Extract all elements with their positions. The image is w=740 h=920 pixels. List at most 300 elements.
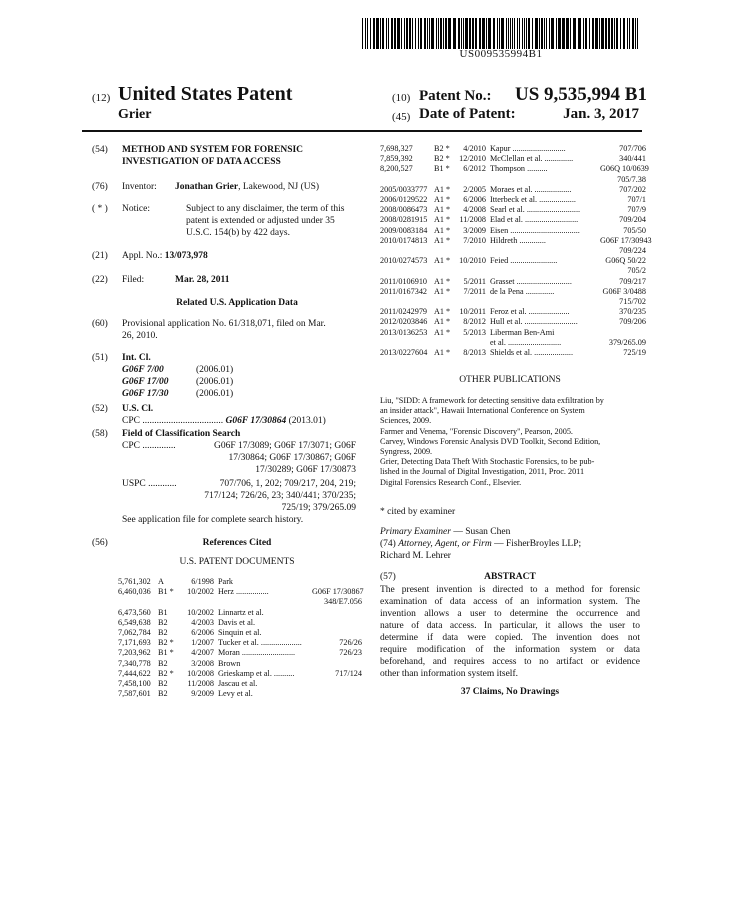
ref-date: 10/2008 [187, 668, 214, 678]
pub-line: Sciences, 2009. [380, 416, 432, 426]
ref-name: Herz ................ [218, 587, 269, 597]
ref-date: 8/2013 [463, 348, 486, 358]
document-type: United States Patent [118, 83, 293, 105]
pub-line: Digital Forensics Research Conf., Elsevier. [380, 477, 522, 487]
ref-class: G06Q 10/0639 [600, 164, 649, 174]
pub-line: Farmer and Venema, "Forensic Discovery", Pearson, 2005. [380, 426, 573, 436]
code-21: (21) [92, 251, 108, 261]
notice-line: patent is extended or adjusted under 35 [186, 216, 335, 226]
barcode [362, 18, 640, 49]
barcode-bar [608, 18, 610, 49]
barcode-bar [605, 18, 607, 49]
barcode-bar [429, 18, 430, 49]
ref-number: 7,458,100 [118, 679, 151, 689]
ref-date: 6/1998 [191, 577, 214, 586]
ref-number: 2011/0242979 [380, 307, 428, 317]
see-application: See application file for complete search history. [122, 515, 304, 525]
ref-name: Davis et al. [218, 617, 256, 627]
barcode-bar [497, 18, 498, 49]
search-uspc-label-text: USPC [122, 479, 146, 489]
inventor [175, 181, 319, 193]
code-52: (52) [92, 404, 108, 414]
barcode-bar [472, 18, 474, 49]
ref-kind: B1 * [434, 164, 450, 174]
reference-row [380, 317, 646, 327]
ref-kind: B2 [158, 628, 168, 638]
barcode-bar [486, 18, 487, 49]
int-class-version: (2006.01) [196, 377, 234, 387]
search-cpc-values [190, 440, 356, 476]
ref-number [380, 246, 434, 256]
us-refs-table [118, 577, 362, 699]
ref-number: 2011/0167342 [380, 286, 428, 296]
other-pubs [380, 396, 642, 488]
barcode-bar [614, 18, 615, 49]
reference-row [380, 226, 646, 236]
ref-kind [434, 175, 456, 185]
ref-class [312, 679, 362, 689]
dot-leader: ............ [148, 479, 177, 489]
ref-kind: A1 * [434, 205, 451, 215]
barcode-bar [517, 18, 518, 49]
ref-name: Grieskamp et al. .......... [218, 668, 295, 678]
ref-name: Sinquin et al. [218, 628, 262, 638]
ref-date [456, 338, 486, 348]
ref-class: 717/124 [335, 668, 362, 678]
code-56: (56) [92, 538, 108, 548]
attorney-label: Attorney, Agent, or Firm [398, 539, 492, 549]
barcode-bar [544, 18, 545, 49]
ref-name: et al. .......................... [490, 337, 562, 347]
reference-row [380, 338, 646, 348]
ref-date: 10/2011 [459, 307, 486, 317]
ref-date [456, 246, 486, 256]
int-class: G06F 17/00 [122, 377, 169, 387]
reference-row [380, 348, 646, 358]
ref-kind: A1 * [434, 348, 451, 358]
barcode-bar [386, 18, 387, 49]
reference-row [118, 577, 362, 587]
ref-class: 726/26 [339, 638, 362, 648]
ref-date: 4/2007 [191, 648, 214, 658]
reference-row [380, 154, 646, 164]
ref-name: Searl et al. .......................... [490, 205, 581, 215]
code-10: (10) [392, 92, 411, 104]
abstract-line: beforehand, and requires access to no artifact or evidence [380, 657, 640, 667]
barcode-bar [376, 18, 379, 49]
date-label: Date of Patent: [419, 106, 516, 122]
reference-row [380, 215, 646, 225]
ref-name: Levy et al. [218, 689, 253, 699]
ref-number: 6,460,036 [118, 587, 151, 597]
ref-name: Eisen .................................. [490, 225, 580, 235]
ref-number: 2010/0274573 [380, 256, 428, 266]
ref-kind: A1 * [434, 215, 451, 225]
ref-name: McClellan et al. .............. [490, 154, 574, 164]
ref-date [456, 266, 486, 276]
primary-examiner-label: Primary Examiner [380, 527, 451, 537]
ref-name [214, 597, 312, 607]
other-pubs-heading: OTHER PUBLICATIONS [459, 375, 561, 385]
barcode-bar [445, 18, 447, 49]
ref-name: Park [218, 577, 234, 586]
ref-date: 6/2006 [191, 628, 214, 638]
barcode-bar [391, 18, 393, 49]
barcode-bar [546, 18, 547, 49]
ref-name: Grasset ........................... [490, 276, 572, 286]
inventor-label: Inventor: [122, 182, 157, 192]
ref-name: Elad et al. .......................... [490, 215, 579, 225]
ref-class: G06F 17/30943 [600, 235, 652, 245]
search-uspc-line: 707/706, 1, 202; 709/217, 204, 219; [219, 479, 356, 489]
barcode-bar [551, 18, 554, 49]
barcode-bar [570, 18, 571, 49]
abstract-heading: ABSTRACT [484, 572, 536, 582]
barcode-bar [620, 18, 621, 49]
reference-row [380, 287, 646, 297]
ref-kind: B2 [158, 658, 168, 668]
attorney-line-2: Richard M. Lehrer [380, 551, 451, 561]
ref-number: 6,473,560 [118, 607, 151, 617]
attorney-code: (74) [380, 539, 396, 549]
us-cl-cpc-label: CPC [122, 416, 140, 426]
ref-kind: B1 * [158, 648, 174, 658]
barcode-bar [541, 18, 543, 49]
barcode-bar [438, 18, 439, 49]
ref-kind [434, 266, 456, 276]
ref-number: 7,698,327 [380, 144, 413, 153]
ref-kind: A1 * [434, 307, 451, 317]
ref-kind: A1 * [434, 235, 451, 245]
ref-class [312, 618, 362, 628]
ref-date [182, 597, 214, 607]
search-uspc-line: 717/124; 726/26, 23; 340/441; 370/235; [204, 491, 356, 501]
pub-line: Syngress, 2009. [380, 447, 433, 457]
dot-leader: .............. [142, 441, 176, 451]
ref-name [486, 266, 600, 276]
barcode-bar [508, 18, 509, 49]
patent-no-label: Patent No.: [419, 88, 492, 104]
barcode-bar [475, 18, 477, 49]
barcode-bar [562, 18, 565, 49]
barcode-bar [493, 18, 495, 49]
ref-date: 8/2012 [463, 317, 486, 327]
ref-class: 705/50 [623, 225, 646, 235]
reference-row [380, 266, 646, 276]
appl-no-label: Appl. No.: [122, 251, 163, 261]
primary-examiner-value: — Susan Chen [450, 527, 511, 537]
reference-row [380, 246, 646, 256]
barcode-bar [635, 18, 636, 49]
barcode-number: US009535994B1 [459, 48, 543, 60]
ref-date: 5/2013 [463, 327, 486, 337]
provisional-line-2: 26, 2010. [122, 331, 158, 341]
ref-name: Thompson .......... [490, 164, 548, 174]
barcode-bar [443, 18, 444, 49]
patent-date: Jan. 3, 2017 [563, 106, 639, 122]
ref-kind: A1 * [434, 195, 451, 205]
barcode-bar [427, 18, 428, 49]
ref-number: 8,200,527 [380, 164, 413, 174]
ref-number: 2013/0136253 [380, 327, 428, 337]
ref-class [312, 608, 362, 618]
ref-name: Tucker et al. .................... [218, 638, 302, 648]
ref-name: Hildreth ............. [490, 235, 546, 245]
barcode-bar [627, 18, 628, 49]
ref-class: 370/235 [619, 307, 646, 317]
ref-class: 709/206 [619, 317, 646, 327]
ref-number: 2013/0227604 [380, 348, 428, 358]
ref-number: 2008/0281915 [380, 215, 428, 225]
int-cl-label: Int. Cl. [122, 353, 151, 363]
barcode-bar [506, 18, 507, 49]
reference-row [118, 659, 362, 669]
ref-date: 6/2006 [463, 195, 486, 205]
ref-number: 6,549,638 [118, 617, 151, 627]
reference-row [118, 638, 362, 648]
search-cpc-label-text: CPC [122, 441, 140, 451]
us-cl-label: U.S. Cl. [122, 404, 154, 414]
ref-date: 12/2010 [459, 154, 486, 164]
barcode-bar [539, 18, 540, 49]
search-uspc-values [190, 478, 356, 514]
ref-date: 7/2011 [463, 286, 486, 296]
search-uspc-label [122, 478, 177, 490]
ref-name [486, 246, 600, 256]
barcode-bar [436, 18, 437, 49]
ref-number: 7,340,778 [118, 658, 151, 668]
ref-class: 379/265.09 [608, 337, 646, 347]
ref-kind: A1 * [434, 327, 451, 337]
barcode-bar [458, 18, 460, 49]
ref-kind: A1 * [434, 225, 451, 235]
ref-number: 2008/0086473 [380, 205, 428, 215]
barcode-bar [362, 18, 363, 49]
ref-class: 348/E7.056 [324, 597, 362, 607]
ref-class: G06Q 50/22 [605, 256, 646, 266]
ref-date [456, 175, 486, 185]
ref-number: 7,587,601 [118, 689, 151, 699]
ref-class [600, 328, 646, 338]
ref-class [312, 577, 362, 587]
filed-value: Mar. 28, 2011 [175, 275, 230, 285]
int-class-version: (2006.01) [196, 365, 234, 375]
ref-kind [434, 297, 456, 307]
filed-label: Filed: [122, 275, 145, 285]
abstract-line: nature of data access. In particular, it allows the user to [380, 621, 640, 631]
barcode-bar [566, 18, 569, 49]
reference-row [118, 628, 362, 638]
barcode-bar [535, 18, 538, 49]
reference-row [380, 297, 646, 307]
code-12: (12) [92, 92, 111, 104]
ref-class: 707/706 [619, 144, 646, 153]
dot-leader: .................................. [142, 416, 224, 426]
reference-row [118, 608, 362, 618]
barcode-bar [573, 18, 576, 49]
ref-class: 707/202 [619, 184, 646, 194]
cited-by-examiner: * cited by examiner [380, 507, 456, 517]
barcode-bar [482, 18, 485, 49]
ref-date: 4/2008 [463, 205, 486, 215]
reference-row [118, 587, 362, 597]
ref-kind: B1 [158, 607, 168, 617]
barcode-bar [382, 18, 384, 49]
reference-row [118, 689, 362, 699]
ref-name: Hull et al. .......................... [490, 317, 578, 327]
ref-class: 705/7.38 [617, 174, 646, 184]
pub-line: Liu, "SIDD: A framework for detecting sensitive data exfiltration by [380, 396, 604, 405]
ref-name [486, 175, 600, 185]
barcode-bar [585, 18, 587, 49]
reference-row [118, 648, 362, 658]
ref-date: 11/2008 [459, 215, 486, 225]
reference-row [380, 205, 646, 215]
ref-kind: B2 * [158, 668, 174, 678]
ref-class: 340/441 [619, 154, 646, 164]
notice-line: U.S.C. 154(b) by 422 days. [186, 228, 290, 238]
ref-date: 10/2002 [187, 587, 214, 597]
code-76: (76) [92, 182, 108, 192]
barcode-bar [488, 18, 491, 49]
ref-date: 4/2010 [463, 144, 486, 153]
barcode-bar [420, 18, 422, 49]
abstract-line: determine if data were copied. The invention does not [380, 633, 640, 643]
ref-name: Liberman Ben-Ami [490, 327, 555, 337]
reference-row [118, 679, 362, 689]
barcode-bar [394, 18, 396, 49]
ref-number: 2009/0083184 [380, 225, 428, 235]
ref-kind: B1 * [158, 587, 174, 597]
ref-kind: A1 * [434, 286, 451, 296]
barcode-bar [512, 18, 513, 49]
barcode-bar [424, 18, 426, 49]
ref-kind: A1 * [434, 184, 451, 194]
barcode-bar [397, 18, 400, 49]
us-cl-cpc-year: (2013.01) [286, 416, 326, 426]
title-line-2: INVESTIGATION OF DATA ACCESS [122, 157, 281, 167]
ref-date: 2/2005 [463, 184, 486, 194]
notice-label: Notice: [122, 204, 150, 214]
abstract-line: require modification of the information system or data [380, 645, 640, 655]
abstract-line: other than information system itself. [380, 669, 518, 679]
barcode-bar [616, 18, 618, 49]
ref-name: Itterbeck et al. .................. [490, 195, 576, 205]
pub-line: Carvey, Windows Forensic Analysis DVD Toolkit, Second Edition, [380, 436, 601, 446]
field-search-label: Field of Classification Search [122, 429, 241, 439]
barcode-bar [637, 18, 638, 49]
pub-line: lished in the Journal of Digital Investigation, 2011, Proc. 2011 [380, 467, 585, 477]
abstract-line: The present invention is directed to a method for forensic [380, 585, 640, 595]
references-cited-heading: References Cited [202, 538, 272, 548]
inventor-name: Jonathan Grier [175, 182, 239, 192]
ref-class: 709/204 [619, 215, 646, 225]
reference-row [380, 185, 646, 195]
ref-class: 726/23 [339, 648, 362, 658]
appl-no [122, 250, 208, 262]
code-51: (51) [92, 353, 108, 363]
ref-date: 7/2010 [463, 235, 486, 245]
reference-row [380, 195, 646, 205]
code-22: (22) [92, 275, 108, 285]
attorney-value: — FisherBroyles LLP; [491, 539, 582, 549]
ref-name: Feroz et al. .................... [490, 307, 570, 317]
barcode-bar [418, 18, 419, 49]
ref-date: 10/2010 [459, 256, 486, 266]
reference-row [118, 618, 362, 628]
primary-examiner [380, 526, 510, 538]
ref-kind: B2 [158, 689, 168, 699]
barcode-bar [463, 18, 464, 49]
search-cpc-line: G06F 17/3089; G06F 17/3071; G06F [214, 441, 356, 451]
code-58: (58) [92, 429, 108, 439]
inventor-surname-header: Grier [118, 107, 152, 122]
barcode-bar [519, 18, 520, 49]
ref-date: 6/2012 [463, 164, 486, 174]
search-cpc-line: 17/30864; G06F 17/30867; G06F [228, 453, 356, 463]
ref-number [380, 297, 434, 307]
barcode-bar [578, 18, 581, 49]
ref-class: 707/9 [627, 205, 646, 215]
barcode-bar [415, 18, 416, 49]
barcode-bar [409, 18, 411, 49]
pub-line: Grier, Detecting Data Theft With Stochastic Forensics, to be pub- [380, 457, 595, 467]
ref-number: 7,444,622 [118, 668, 151, 678]
ref-date: 9/2009 [191, 689, 214, 699]
barcode-bar [365, 18, 366, 49]
barcode-bar [524, 18, 525, 49]
ref-name: Feied ....................... [490, 256, 558, 266]
ref-name: Brown [218, 658, 241, 668]
code-notice: ( * ) [92, 204, 108, 214]
claims-count: 37 Claims, No Drawings [460, 687, 560, 697]
barcode-bar [629, 18, 630, 49]
appl-no-value: 13/073,978 [164, 251, 208, 261]
ref-number [380, 266, 434, 276]
ref-name: de la Pena .............. [490, 286, 555, 296]
header-rule [82, 130, 642, 132]
ref-class: 715/702 [619, 297, 646, 307]
ref-kind: B2 [158, 617, 168, 627]
ref-kind [434, 338, 456, 348]
barcode-bar [380, 18, 381, 49]
search-uspc-line: 725/19; 379/265.09 [281, 503, 356, 513]
code-45: (45) [392, 111, 411, 123]
ref-class: 709/224 [619, 246, 646, 256]
barcode-bar [479, 18, 481, 49]
reference-row [380, 144, 646, 154]
barcode-bar [623, 18, 625, 49]
attorney [380, 538, 581, 550]
code-54: (54) [92, 145, 108, 155]
abstract-text [380, 584, 640, 680]
barcode-bar [601, 18, 604, 49]
barcode-bar [370, 18, 371, 49]
ref-kind: A1 * [434, 256, 451, 266]
ref-date: 3/2009 [463, 225, 486, 235]
barcode-bar [499, 18, 500, 49]
search-cpc-line: 17/30289; G06F 17/30873 [255, 465, 356, 475]
reference-row [380, 328, 646, 338]
barcode-bar [528, 18, 530, 49]
search-cpc-label [122, 440, 176, 452]
ref-number: 5,761,302 [118, 577, 151, 586]
barcode-bar [589, 18, 590, 49]
barcode-bar [632, 18, 634, 49]
ref-name: Moran .......................... [218, 648, 296, 658]
barcode-bar [465, 18, 468, 49]
ref-date: 11/2008 [187, 679, 214, 689]
